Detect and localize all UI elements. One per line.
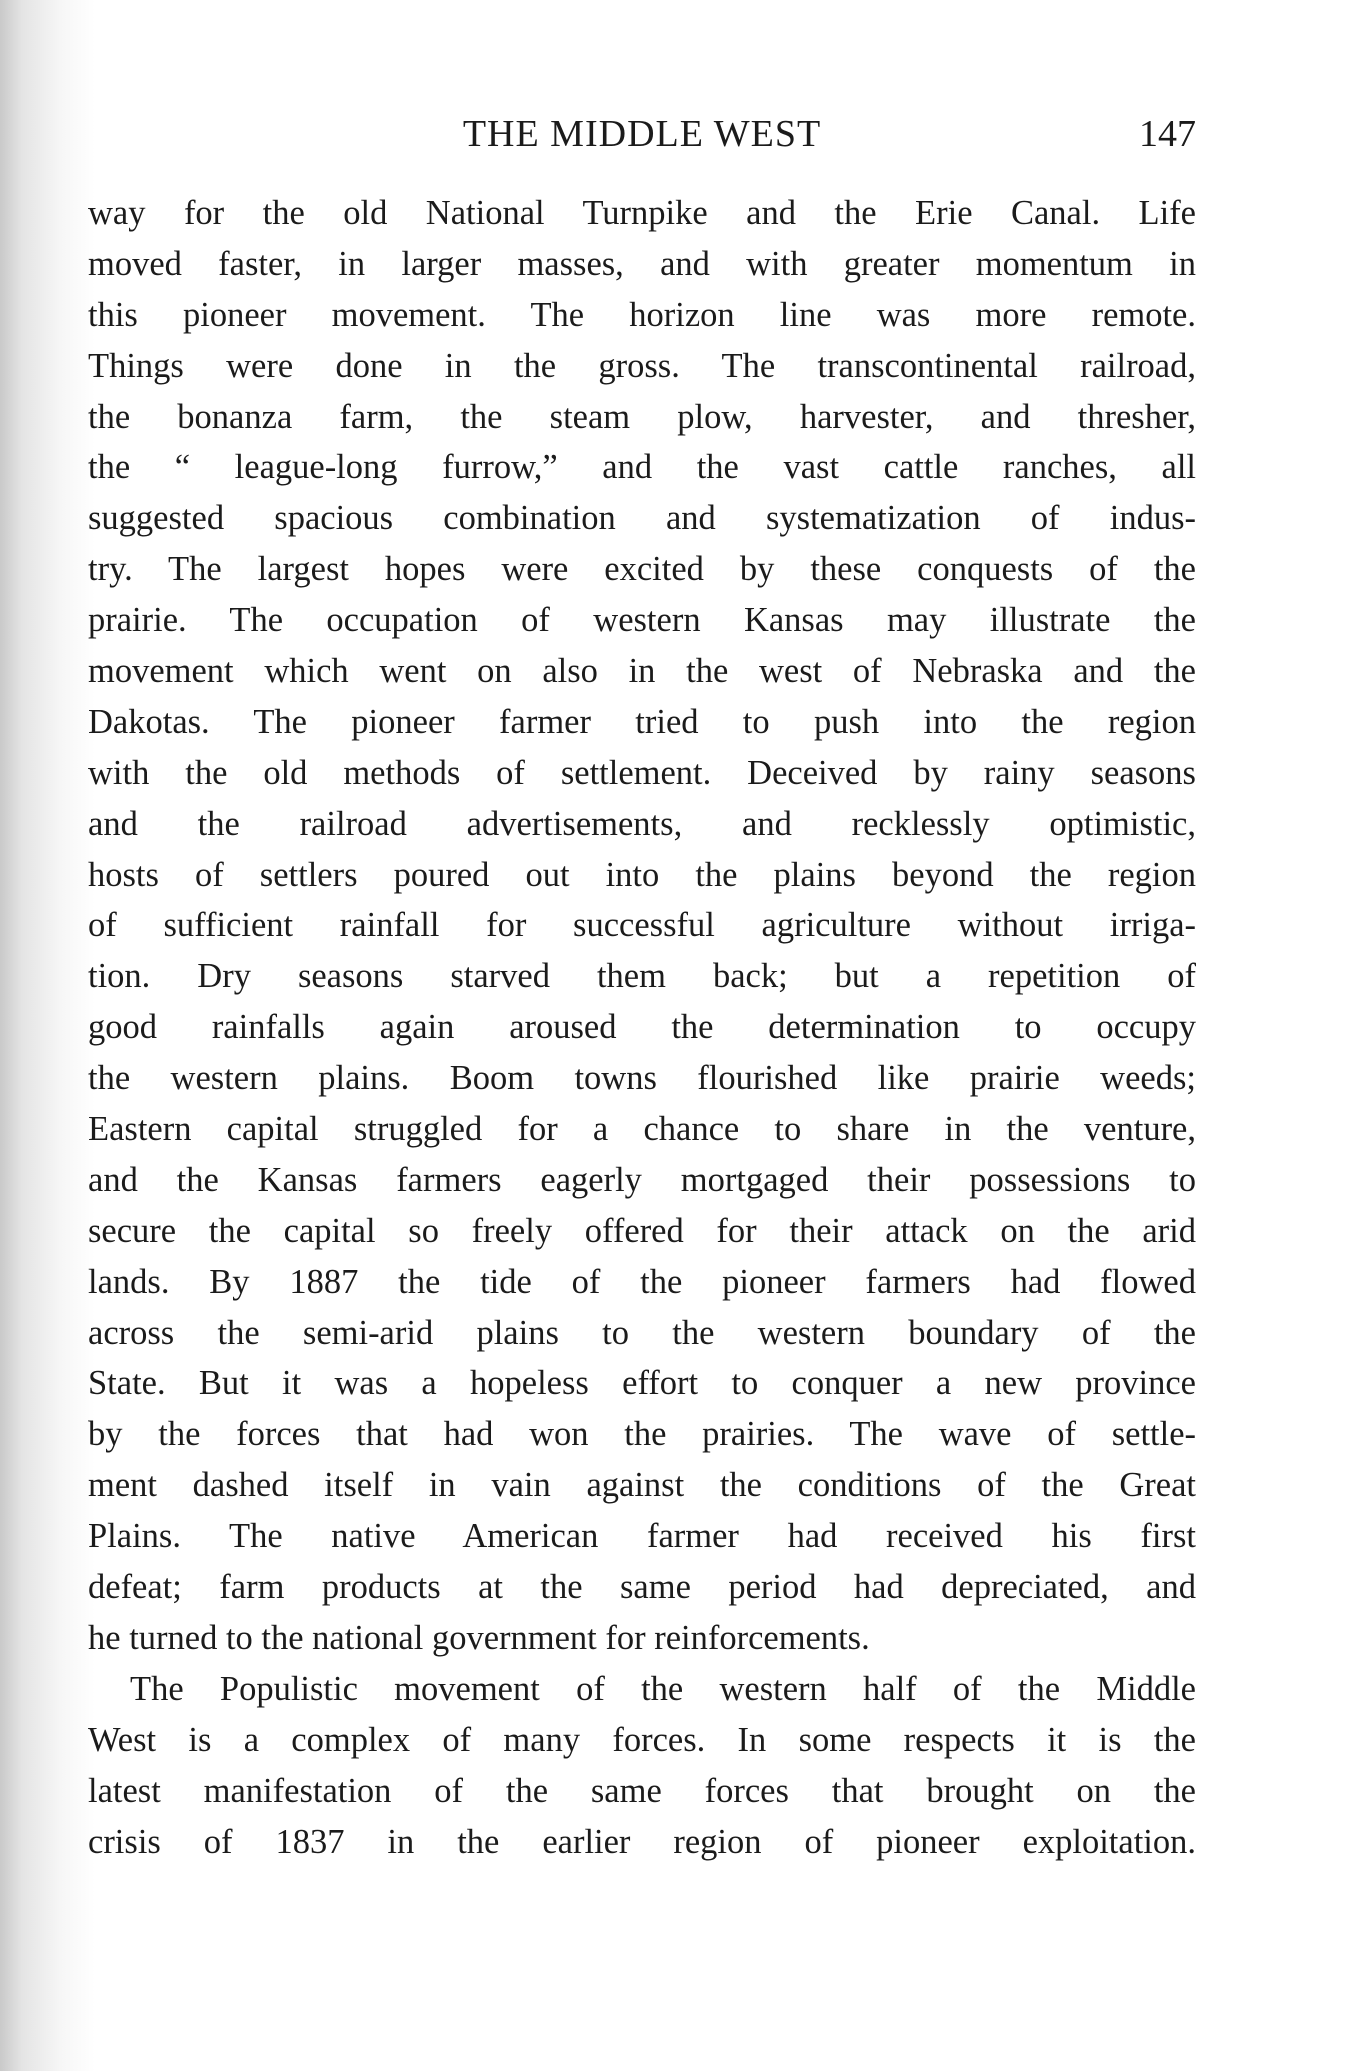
- text-line: tion. Dry seasons starved them back; but a repetition of: [88, 957, 1196, 996]
- text-line: Plains. The native American farmer had received his first: [88, 1517, 1196, 1556]
- text-line: the bonanza farm, the steam plow, harvester, and thresher,: [88, 397, 1196, 436]
- text-line: moved faster, in larger masses, and with greater momentum in: [88, 244, 1196, 283]
- paragraph-start-line: The Populistic movement of the western half of the Middle: [130, 1669, 1196, 1708]
- text-line: suggested spacious combination and systematization of indus-: [88, 499, 1196, 538]
- text-line: lands. By 1887 the tide of the pioneer farmers had flowed: [88, 1262, 1196, 1301]
- text-line: try. The largest hopes were excited by these conquests of the: [88, 550, 1196, 589]
- text-line: prairie. The occupation of western Kansas may illustrate the: [88, 601, 1196, 640]
- text-line: by the forces that had won the prairies. The wave of settle-: [88, 1415, 1196, 1454]
- text-line: across the semi-arid plains to the western boundary of the: [88, 1313, 1196, 1352]
- running-header: [88, 112, 1196, 162]
- text-line: hosts of settlers poured out into the plains beyond the region: [88, 855, 1196, 894]
- text-line: way for the old National Turnpike and the Erie Canal. Life: [88, 194, 1196, 232]
- text-line: the western plains. Boom towns flourished like prairie weeds;: [88, 1059, 1196, 1098]
- text-line: the “ league-long furrow,” and the vast cattle ranches, all: [88, 448, 1196, 487]
- text-line: West is a complex of many forces. In some respects it is the: [88, 1720, 1196, 1759]
- body-text: [88, 188, 1196, 1867]
- text-line: of sufficient rainfall for successful agriculture without irriga-: [88, 906, 1196, 945]
- text-line: good rainfalls again aroused the determination to occupy: [88, 1008, 1196, 1047]
- text-line: with the old methods of settlement. Deceived by rainy seasons: [88, 753, 1196, 792]
- text-line: secure the capital so freely offered for their attack on the arid: [88, 1211, 1196, 1250]
- text-line: ment dashed itself in vain against the conditions of the Great: [88, 1466, 1196, 1505]
- page-number: 147: [1139, 113, 1196, 155]
- text-line: Dakotas. The pioneer farmer tried to push into the region: [88, 702, 1196, 741]
- text-line: and the railroad advertisements, and recklessly optimistic,: [88, 804, 1196, 843]
- text-line: and the Kansas farmers eagerly mortgaged their possessions to: [88, 1160, 1196, 1199]
- scan-page-edge: [0, 0, 95, 2071]
- text-line: Eastern capital struggled for a chance to share in the venture,: [88, 1110, 1196, 1149]
- text-line: this pioneer movement. The horizon line was more remote.: [88, 295, 1196, 334]
- text-line: movement which went on also in the west of Nebraska and the: [88, 652, 1196, 691]
- text-line: crisis of 1837 in the earlier region of pioneer exploitation.: [88, 1822, 1196, 1861]
- running-title: THE MIDDLE WEST: [462, 113, 822, 155]
- text-line: Things were done in the gross. The transcontinental railroad,: [88, 346, 1196, 385]
- text-line: latest manifestation of the same forces that brought on the: [88, 1771, 1196, 1810]
- text-line: State. But it was a hopeless effort to conquer a new province: [88, 1364, 1196, 1403]
- text-line: defeat; farm products at the same period had depreciated, and: [88, 1568, 1196, 1607]
- paragraph-end-line: he turned to the national government for reinforcements.: [88, 1618, 870, 1657]
